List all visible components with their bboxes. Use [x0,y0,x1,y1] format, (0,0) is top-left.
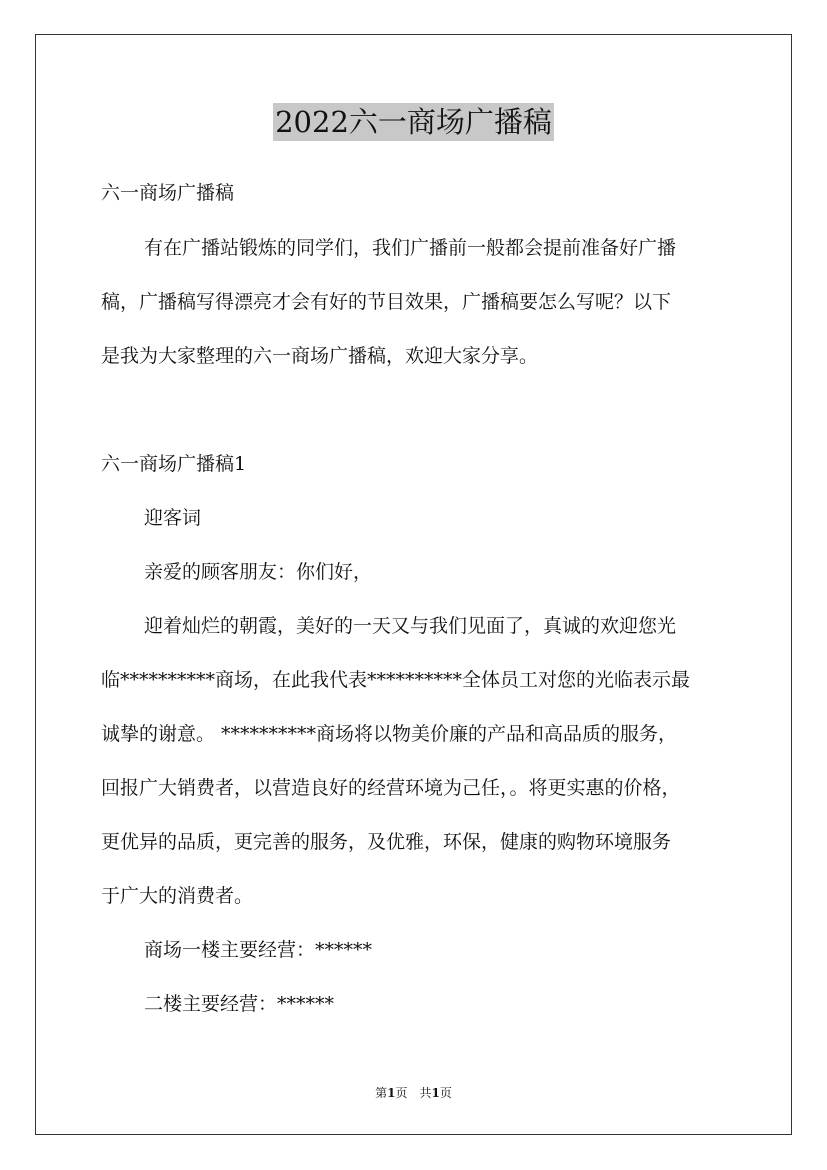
section-heading: 六一商场广播稿 [101,182,235,204]
title-wrap [0,103,827,141]
body-line-2: 临**********商场，在此我代表**********全体员工对您的光临表示最 [101,669,691,691]
body-line-6: 于广大的消费者。 [101,885,254,907]
footer-prefix: 第 [375,1086,388,1100]
floor1-line: 商场一楼主要经营：****** [144,939,373,961]
intro-line-1: 有在广播站锻炼的同学们，我们广播前一般都会提前准备好广播 [144,237,677,259]
intro-line-3: 是我为大家整理的六一商场广播稿，欢迎大家分享。 [101,345,539,367]
welcome-title: 迎客词 [144,507,202,529]
body-line-3: 诚挚的谢意。 **********商场将以物美价廉的产品和高品质的服务， [101,723,678,745]
section-heading-2: 六一商场广播稿1 [101,453,247,475]
footer-page-total: 1 [431,1086,440,1100]
floor2-line: 二楼主要经营：****** [144,993,335,1015]
document-title: 2022六一商场广播稿 [275,105,552,139]
body-line-1: 迎着灿烂的朝霞，美好的一天又与我们见面了，真诚的欢迎您光 [144,615,677,637]
footer-suffix: 页 [439,1086,452,1100]
body-line-5: 更优异的品质，更完善的服务，及优雅，环保，健康的购物环境服务 [101,831,672,853]
footer-middle: 页 共 [395,1086,432,1100]
body-line-4: 回报广大销费者，以营造良好的经营环境为己任，。将更实惠的价格， [101,777,681,799]
page-footer [0,1085,827,1101]
footer-page-number: 1 [387,1086,396,1100]
intro-line-2: 稿，广播稿写得漂亮才会有好的节目效果，广播稿要怎么写呢？以下 [101,291,672,313]
greeting-line: 亲爱的顾客朋友：你们好， [144,561,373,583]
